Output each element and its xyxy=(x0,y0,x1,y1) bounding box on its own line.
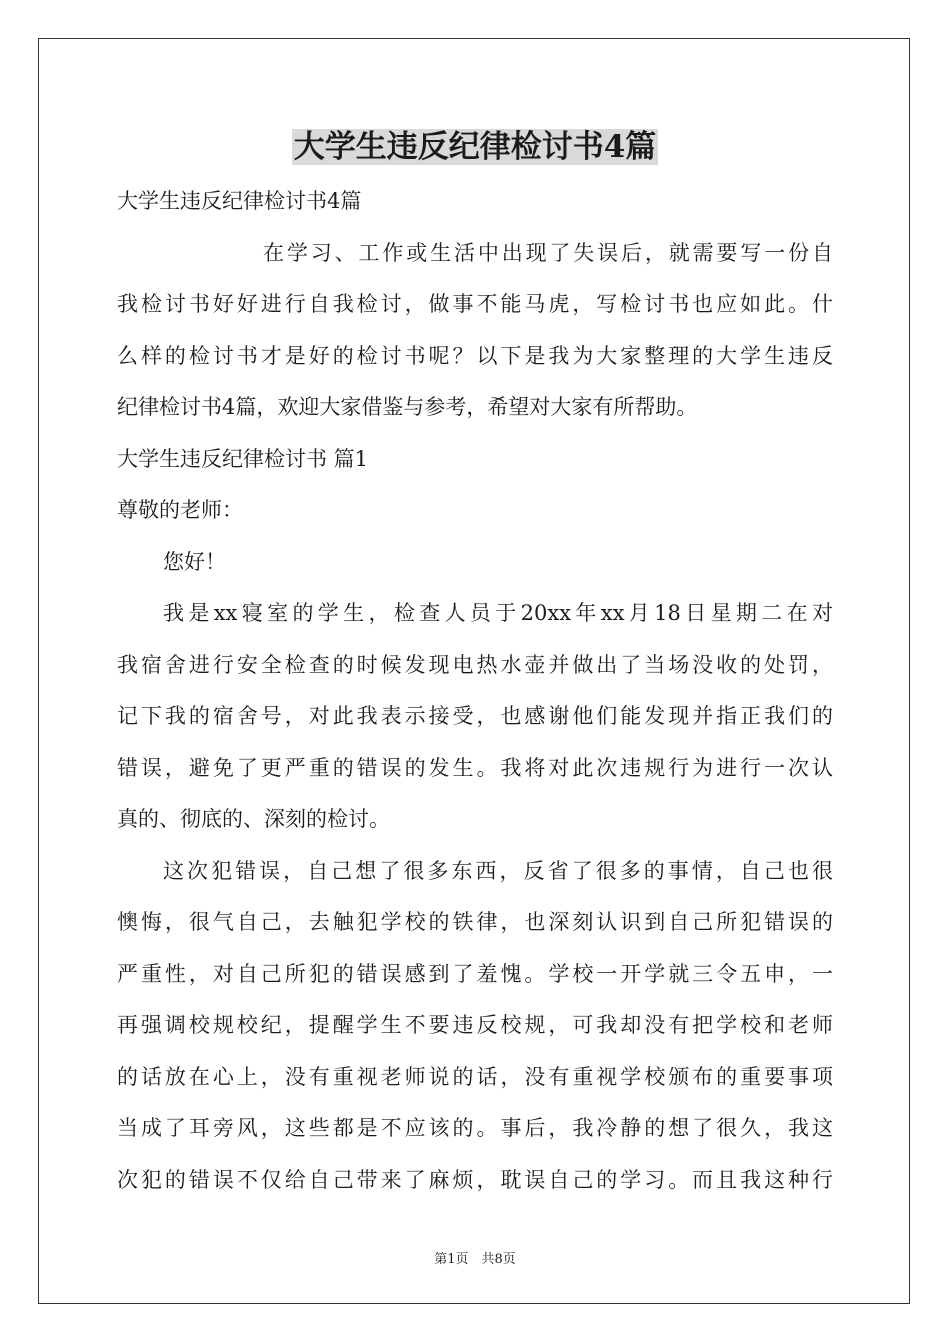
document-body xyxy=(117,176,833,1206)
intro-line: 纪律检讨书4篇，欢迎大家借鉴与参考，希望对大家有所帮助。 xyxy=(117,395,698,419)
body-line: 严重性，对自己所犯的错误感到了羞愧。学校一开学就三令五申，一 xyxy=(117,961,833,986)
section-heading: 大学生违反纪律检讨书 篇1 xyxy=(117,446,369,471)
document-title xyxy=(0,124,950,170)
body-line: 我宿舍进行安全检查的时候发现电热水壶并做出了当场没收的处罚， xyxy=(117,652,833,677)
intro-line: 么样的检讨书才是好的检讨书呢？以下是我为大家整理的大学生违反 xyxy=(117,343,833,368)
body-line: 次犯的错误不仅给自己带来了麻烦，耽误自己的学习。而且我这种行 xyxy=(117,1167,833,1192)
body-line: 的话放在心上，没有重视老师说的话，没有重视学校颁布的重要事项 xyxy=(117,1064,833,1089)
greeting: 您好！ xyxy=(163,549,226,574)
body-line: 错误，避免了更严重的错误的发生。我将对此次违规行为进行一次认 xyxy=(117,755,833,780)
body-line: 这次犯错误，自己想了很多东西，反省了很多的事情，自己也很 xyxy=(163,858,833,883)
page-number: 第1页 共8页 xyxy=(434,1252,516,1267)
intro-line: 在学习、工作或生活中出现了失误后，就需要写一份自 xyxy=(263,240,833,265)
body-line: 我是xx寝室的学生，检查人员于20xx年xx月18日星期二在对 xyxy=(163,601,833,625)
body-line: 懊悔，很气自己，去触犯学校的铁律，也深刻认识到自己所犯错误的 xyxy=(117,910,833,934)
intro-line: 我检讨书好好进行自我检讨，做事不能马虎，写检讨书也应如此。什 xyxy=(117,292,833,316)
body-line: 当成了耳旁风，这些都是不应该的。事后，我冷静的想了很久，我这 xyxy=(117,1116,833,1140)
document-title-text: 大学生违反纪律检讨书4篇 xyxy=(293,129,657,165)
body-line: 真的、彻底的、深刻的检讨。 xyxy=(117,807,390,831)
body-line: 再强调校规校纪，提醒学生不要违反校规，可我却没有把学校和老师 xyxy=(117,1013,833,1037)
body-line: 记下我的宿舍号，对此我表示接受，也感谢他们能发现并指正我们的 xyxy=(117,704,833,728)
salutation: 尊敬的老师： xyxy=(117,498,243,522)
page-footer xyxy=(0,1248,950,1267)
subtitle-line: 大学生违反纪律检讨书4篇 xyxy=(117,189,362,213)
